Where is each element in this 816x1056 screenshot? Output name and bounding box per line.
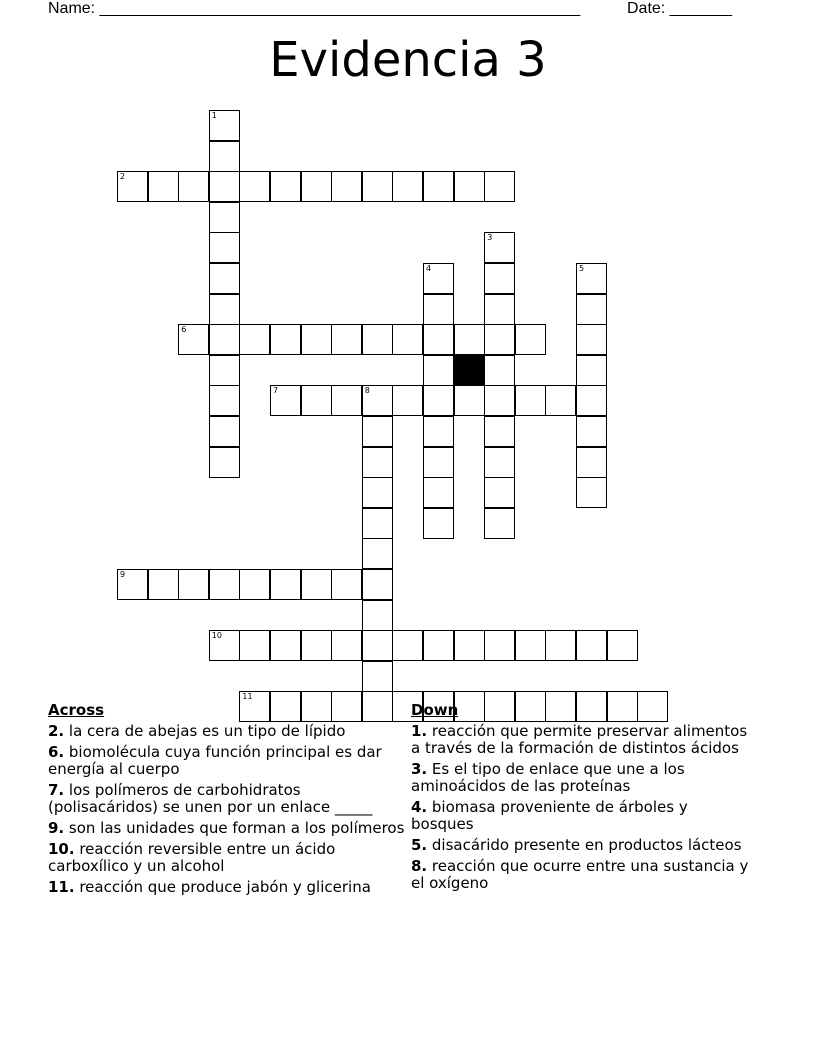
crossword-cell[interactable]: [484, 232, 515, 263]
clue-item-text: biomasa proveniente de árboles y bosques: [411, 798, 688, 833]
crossword-cell[interactable]: [331, 569, 362, 600]
crossword-cell[interactable]: [209, 110, 240, 141]
clue-number: 6: [181, 325, 187, 335]
crossword-cell[interactable]: [576, 630, 607, 661]
crossword-cell[interactable]: [484, 294, 515, 325]
crossword-cell[interactable]: [239, 171, 270, 202]
across-clues: [48, 702, 410, 900]
clue-number: 10: [211, 631, 222, 641]
crossword-cell[interactable]: [484, 324, 515, 355]
clue-item: [411, 761, 751, 795]
crossword-cell[interactable]: [209, 630, 240, 661]
clue-item-text: reacción que ocurre entre una sustancia y el oxígeno: [411, 857, 749, 892]
crossword-cell[interactable]: [576, 355, 607, 386]
clue-item: [48, 782, 410, 816]
crossword-cell[interactable]: [209, 324, 240, 355]
crossword-cell[interactable]: [117, 569, 148, 600]
clue-number: 11: [242, 692, 253, 702]
crossword-black-cell: [454, 355, 485, 386]
crossword-cell[interactable]: [148, 171, 179, 202]
crossword-cell[interactable]: [576, 263, 607, 294]
crossword-cell[interactable]: [362, 630, 393, 661]
crossword-cell[interactable]: [239, 324, 270, 355]
date-field-label: Date: _______: [627, 0, 732, 17]
crossword-cell[interactable]: [117, 171, 148, 202]
crossword-cell[interactable]: [270, 171, 301, 202]
crossword-cell[interactable]: [178, 324, 209, 355]
crossword-cell[interactable]: [362, 416, 393, 447]
clue-item: [411, 858, 751, 892]
crossword-cell[interactable]: [270, 385, 301, 416]
clue-item-text: reacción que produce jabón y glicerina: [74, 878, 371, 896]
clue-item: [48, 820, 410, 837]
clue-number: 3: [487, 233, 493, 243]
crossword-cell[interactable]: [209, 294, 240, 325]
crossword-cell[interactable]: [362, 538, 393, 569]
crossword-cell[interactable]: [209, 171, 240, 202]
crossword-cell[interactable]: [607, 630, 638, 661]
clue-item-number: 8.: [411, 857, 428, 875]
crossword-cell[interactable]: [239, 630, 270, 661]
clue-number: 4: [426, 264, 432, 273]
clue-item-number: 4.: [411, 798, 428, 816]
crossword-cell[interactable]: [270, 569, 301, 600]
crossword-cell[interactable]: [239, 569, 270, 600]
clue-item: [48, 723, 410, 740]
crossword-cell[interactable]: [545, 630, 576, 661]
crossword-cell[interactable]: [392, 630, 423, 661]
name-field-label: Name: ______________________________________________________: [48, 0, 581, 17]
crossword-cell[interactable]: [392, 171, 423, 202]
crossword-cell[interactable]: [423, 447, 454, 478]
crossword-cell[interactable]: [423, 630, 454, 661]
clue-item-number: 2.: [48, 722, 65, 740]
crossword-cell[interactable]: [148, 569, 179, 600]
crossword-cell[interactable]: [209, 202, 240, 233]
crossword-cell[interactable]: [423, 324, 454, 355]
crossword-cell[interactable]: [423, 385, 454, 416]
crossword-cell[interactable]: [484, 630, 515, 661]
page-title: Evidencia 3: [269, 32, 547, 88]
crossword-cell[interactable]: [423, 294, 454, 325]
clue-item-text: disacárido presente en productos lácteos: [427, 836, 742, 854]
crossword-cell[interactable]: [484, 508, 515, 539]
crossword-cell[interactable]: [545, 385, 576, 416]
down-heading: Down: [411, 701, 459, 719]
crossword-cell[interactable]: [484, 477, 515, 508]
crossword-cell[interactable]: [392, 324, 423, 355]
crossword-cell[interactable]: [209, 447, 240, 478]
crossword-cell[interactable]: [301, 324, 332, 355]
crossword-cell[interactable]: [362, 661, 393, 692]
clue-item-number: 3.: [411, 760, 428, 778]
clue-item-number: 7.: [48, 781, 65, 799]
crossword-cell[interactable]: [484, 385, 515, 416]
crossword-cell[interactable]: [178, 569, 209, 600]
down-clues: [411, 702, 751, 896]
crossword-cell[interactable]: [209, 385, 240, 416]
clue-item: [411, 723, 751, 757]
clue-item-text: reacción que permite preservar alimentos a través de la formación de distintos ácidos: [411, 722, 748, 757]
crossword-cell[interactable]: [362, 508, 393, 539]
crossword-cell[interactable]: [423, 171, 454, 202]
crossword-cell[interactable]: [484, 171, 515, 202]
crossword-cell[interactable]: [362, 385, 393, 416]
crossword-cell[interactable]: [209, 232, 240, 263]
crossword-cell[interactable]: [331, 171, 362, 202]
clue-item-number: 9.: [48, 819, 65, 837]
clue-item: [411, 799, 751, 833]
clue-item-text: Es el tipo de enlace que une a los aminoácidos de las proteínas: [411, 760, 685, 795]
crossword-cell[interactable]: [423, 508, 454, 539]
crossword-cell[interactable]: [301, 171, 332, 202]
crossword-cell[interactable]: [423, 263, 454, 294]
crossword-cell[interactable]: [576, 447, 607, 478]
crossword-cell[interactable]: [454, 171, 485, 202]
crossword-cell[interactable]: [454, 630, 485, 661]
clue-item-text: biomolécula cuya función principal es dar energía al cuerpo: [48, 743, 382, 778]
crossword-cell[interactable]: [576, 385, 607, 416]
clue-item-number: 5.: [411, 836, 428, 854]
clue-item-number: 1.: [411, 722, 428, 740]
crossword-cell[interactable]: [209, 263, 240, 294]
crossword-cell[interactable]: [270, 324, 301, 355]
clue-item-text: son las unidades que forman a los polímeros: [64, 819, 405, 837]
crossword-cell[interactable]: [362, 171, 393, 202]
crossword-cell[interactable]: [454, 385, 485, 416]
crossword-cell[interactable]: [576, 324, 607, 355]
crossword-cell[interactable]: [301, 569, 332, 600]
clue-item: [48, 879, 410, 896]
crossword-cell[interactable]: [515, 385, 546, 416]
across-heading: Across: [48, 701, 105, 719]
crossword-cell[interactable]: [484, 447, 515, 478]
crossword-cell[interactable]: [301, 385, 332, 416]
clue-item-number: 11.: [48, 878, 75, 896]
clue-number: 8: [364, 386, 370, 396]
crossword-cell[interactable]: [484, 416, 515, 447]
clue-number: 5: [579, 264, 585, 273]
crossword-cell[interactable]: [423, 355, 454, 386]
crossword-cell[interactable]: [362, 569, 393, 600]
crossword-cell[interactable]: [209, 141, 240, 172]
crossword-cell[interactable]: [576, 294, 607, 325]
crossword-cell[interactable]: [454, 324, 485, 355]
clue-item-text: reacción reversible entre un ácido carboxílico y un alcohol: [48, 840, 336, 875]
crossword-cell[interactable]: [331, 385, 362, 416]
crossword-cell[interactable]: [362, 324, 393, 355]
clue-item: [48, 841, 410, 875]
clue-item-number: 6.: [48, 743, 65, 761]
clue-number: 7: [273, 386, 279, 396]
crossword-cell[interactable]: [515, 324, 546, 355]
clue-item-text: la cera de abejas es un tipo de lípido: [64, 722, 346, 740]
crossword-cell[interactable]: [178, 171, 209, 202]
crossword-cell[interactable]: [362, 447, 393, 478]
clue-item-number: 10.: [48, 840, 75, 858]
crossword-cell[interactable]: [484, 263, 515, 294]
clue-item: [48, 744, 410, 778]
clue-number: 2: [120, 172, 126, 182]
crossword-cell[interactable]: [484, 355, 515, 386]
crossword-cell[interactable]: [209, 569, 240, 600]
crossword-cell[interactable]: [392, 385, 423, 416]
clue-number: 9: [120, 570, 126, 579]
clue-number: 1: [211, 111, 217, 120]
crossword-cell[interactable]: [331, 630, 362, 661]
crossword-cell[interactable]: [423, 416, 454, 447]
crossword-cell[interactable]: [270, 630, 301, 661]
crossword-cell[interactable]: [362, 477, 393, 508]
crossword-cell[interactable]: [515, 630, 546, 661]
crossword-cell[interactable]: [576, 416, 607, 447]
crossword-cell[interactable]: [331, 324, 362, 355]
crossword-cell[interactable]: [423, 477, 454, 508]
crossword-cell[interactable]: [209, 416, 240, 447]
crossword-cell[interactable]: [576, 477, 607, 508]
clue-item: [411, 837, 751, 854]
crossword-cell[interactable]: [301, 630, 332, 661]
crossword-cell[interactable]: [209, 355, 240, 386]
clue-item-text: los polímeros de carbohidratos (polisacáridos) se unen por un enlace _____: [48, 781, 373, 816]
crossword-cell[interactable]: [362, 600, 393, 631]
